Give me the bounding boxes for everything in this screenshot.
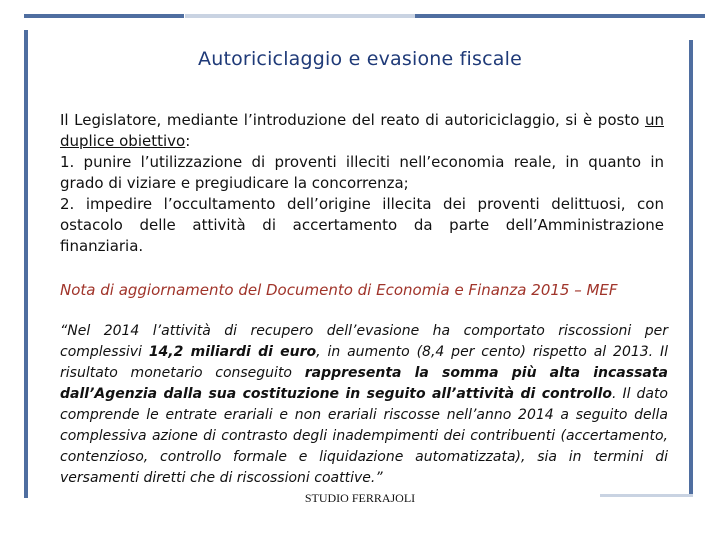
quote-part-2: , in aumento (8,4 per cento) rispetto al 2013. Il risultato monetario conseguito xyxy=(60,344,668,381)
quote-part-1: “Nel 2014 l’attività di recupero dell’evasione ha comportato riscossioni per complessivi xyxy=(60,323,668,360)
slide-title: Autoriciclaggio e evasione fiscale xyxy=(198,48,522,70)
quote-bold-highlight: rappresenta la somma più alta incassata dall’Agenzia dalla sua costituzione in seguito all’attività di controllo xyxy=(60,365,668,402)
mef-quote xyxy=(60,321,668,489)
footer-studio: STUDIO FERRAJOLI xyxy=(304,491,416,505)
quote-part-3: . Il dato comprende le entrate erariali e non erariali riscosse nell’anno 2014 a seguito della complessiva azione di contrasto degli inadempimenti dei contribuenti (accertamento, contenzioso, controllo formale e liquidazione automatizzata), sia in termini di versamenti diretti che di riscossioni coattive.” xyxy=(60,386,668,486)
frame-right-bar xyxy=(689,40,693,495)
quote-bold-amount: 14,2 miliardi di euro xyxy=(148,344,317,360)
intro-paragraph xyxy=(60,110,664,152)
frame-left-bar xyxy=(24,30,28,498)
intro-text xyxy=(60,110,664,257)
nota-heading: Nota di aggiornamento del Documento di Economia e Finanza 2015 – MEF xyxy=(60,281,618,299)
frame-top-right-bar xyxy=(415,14,705,18)
intro-point-1: 1. punire l’utilizzazione di proventi illeciti nell’economia reale, in quanto in grado di viziare e pregiudicare la concorrenza; xyxy=(60,153,664,192)
frame-top-mid-bar xyxy=(185,14,415,18)
frame-right-short-bar xyxy=(686,14,705,18)
intro-colon: : xyxy=(185,132,191,150)
intro-line: Il Legislatore, mediante l’introduzione del reato di autoriciclaggio, si è posto xyxy=(60,111,640,129)
intro-point-2: 2. impedire l’occultamento dell’origine illecita dei proventi delittuosi, con ostacolo delle attività di accertamento da parte dell’Amministrazione finanziaria. xyxy=(60,195,664,255)
frame-top-left-bar xyxy=(24,14,184,18)
intro-underlined: un duplice obiettivo xyxy=(60,111,664,150)
